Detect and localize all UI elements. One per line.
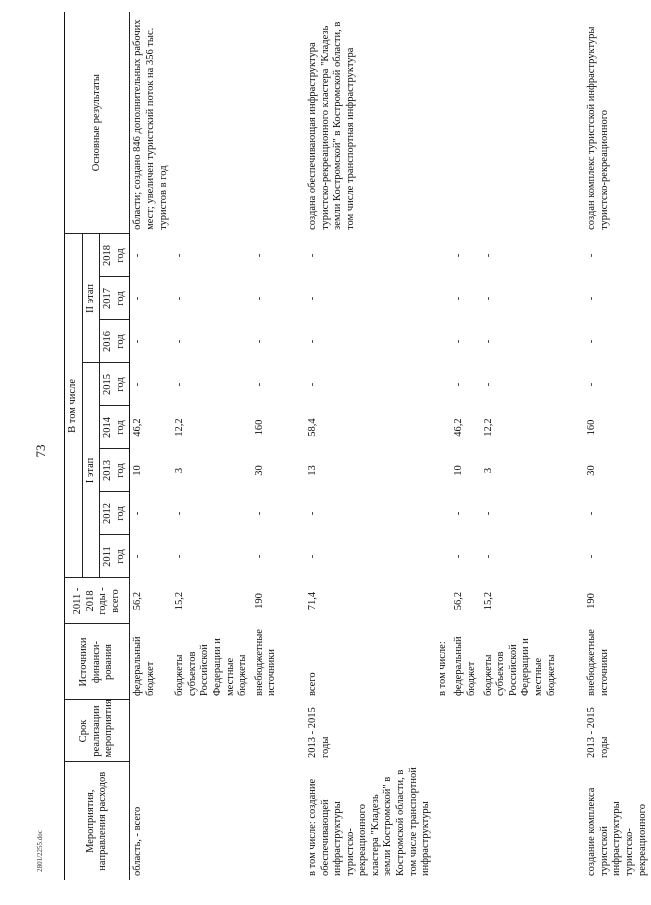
header-year: 2014 год	[100, 406, 130, 449]
header-year: 2016 год	[100, 320, 130, 363]
year-cell-2015: -	[253, 382, 265, 387]
table-row	[305, 12, 435, 880]
financing-table	[64, 12, 651, 880]
header-term: Срок реализации мероприятия	[65, 700, 130, 762]
activity-cell: создание комплекса туристской инфраструктуры туристско-рекреационного	[586, 787, 648, 876]
year-cell-2018: -	[586, 253, 598, 258]
activity-cell	[172, 762, 252, 880]
year-cell-2011	[435, 535, 452, 578]
year-cell-2013: 13	[306, 465, 318, 476]
term-cell: 2013 - 2015 годы	[586, 707, 610, 758]
results-cell	[252, 12, 281, 234]
header-stage-1: I этап	[82, 363, 100, 578]
year-cell-2011: -	[482, 554, 494, 559]
year-cell-2016: -	[482, 339, 494, 344]
table-row	[481, 12, 561, 880]
year-cell-2011: -	[132, 554, 144, 559]
year-cell-2015: -	[453, 382, 465, 387]
year-cell-2013: 3	[482, 467, 494, 474]
year-cell-2016: -	[306, 339, 318, 344]
year-cell-2018: -	[174, 253, 186, 258]
year-cell-2018: -	[306, 253, 318, 258]
header-results: Основные результаты	[65, 12, 130, 234]
year-cell-2012: -	[482, 511, 494, 516]
year-cell-2017	[435, 277, 452, 320]
source-cell: в том числе:	[436, 641, 448, 696]
table-row	[451, 12, 480, 880]
year-cell-2015: -	[132, 382, 144, 387]
year-cell-2014: 12,2	[482, 418, 494, 437]
total-cell: 56,2	[453, 591, 465, 611]
year-cell-2013: 10	[453, 465, 465, 476]
year-cell-2012: -	[253, 511, 265, 516]
year-cell-2013: 10	[132, 465, 144, 476]
year-cell-2014: 160	[586, 419, 598, 436]
total-cell: 71,4	[306, 591, 318, 611]
term-cell	[172, 700, 252, 762]
year-cell-2014: 160	[253, 419, 265, 436]
spacer-cell	[560, 12, 584, 880]
table-body	[130, 12, 651, 880]
year-cell-2012: -	[586, 511, 598, 516]
year-cell-2018: -	[482, 253, 494, 258]
year-cell-2018: -	[453, 253, 465, 258]
activity-cell	[435, 762, 452, 880]
year-cell-2011: -	[453, 554, 465, 559]
activity-cell	[252, 762, 281, 880]
year-cell-2013	[435, 449, 452, 492]
header-activity: Мероприятия, направления расходов	[65, 762, 130, 880]
results-cell	[172, 12, 252, 234]
table-row	[252, 12, 281, 880]
activity-cell: в том числе: создание обеспечивающей инфраструктуры туристско-рекреационного кластера "Кладезь земли Костромской" в Костромской области, в том числе транспортной инфраструктуры	[306, 767, 432, 876]
table-row	[435, 12, 452, 880]
source-cell: бюджеты субъектов Российской Федерации и местные бюджеты	[174, 638, 249, 696]
year-cell-2017: -	[453, 296, 465, 301]
year-cell-2017: -	[253, 296, 265, 301]
year-cell-2016	[435, 320, 452, 363]
header-in-total: В том числе	[65, 234, 83, 578]
year-cell-2016: -	[253, 339, 265, 344]
term-cell: 2013 - 2015 годы	[306, 707, 331, 758]
year-cell-2016: -	[132, 339, 144, 344]
year-cell-2015: -	[482, 382, 494, 387]
document-id: 2801/2255.doc	[36, 830, 44, 872]
source-cell: внебюджетные источники	[586, 629, 610, 696]
year-cell-2015: -	[174, 382, 186, 387]
total-cell	[435, 578, 452, 624]
year-cell-2015: -	[306, 382, 318, 387]
year-cell-2014: 46,2	[132, 418, 144, 437]
year-cell-2011: -	[174, 554, 186, 559]
results-cell	[435, 12, 452, 234]
table-row	[172, 12, 252, 880]
spacer-cell	[281, 12, 305, 880]
header-year: 2012 год	[100, 492, 130, 535]
term-cell	[130, 700, 172, 762]
term-cell	[435, 700, 452, 762]
year-cell-2018: -	[132, 253, 144, 258]
page-number: 73	[33, 444, 48, 458]
row-spacer	[560, 12, 584, 880]
header-year: 2017 год	[100, 277, 130, 320]
year-cell-2011: -	[586, 554, 598, 559]
year-cell-2011: -	[306, 554, 318, 559]
results-cell	[481, 12, 561, 234]
header-year: 2013 год	[100, 449, 130, 492]
results-cell: создана обеспечивающая инфраструктура туристско-рекреационного кластера "Кладезь земли Костромской" в Костромской области, в том числе транспортная инфраструктура	[306, 21, 356, 230]
year-cell-2013: 3	[174, 467, 186, 474]
header-source: Источники финанси-рования	[65, 624, 130, 700]
header-total: 2011 - 2018 годы - всего	[65, 578, 130, 624]
header-year: 2011 год	[100, 535, 130, 578]
year-cell-2014	[435, 406, 452, 449]
total-cell: 56,2	[132, 591, 144, 611]
total-cell: 15,2	[174, 591, 186, 611]
source-cell: федеральный бюджет	[132, 636, 156, 696]
source-cell: всего	[306, 672, 318, 696]
header-year: 2018 год	[100, 234, 130, 277]
year-cell-2012: -	[453, 511, 465, 516]
total-cell: 190	[253, 593, 265, 609]
year-cell-2016: -	[174, 339, 186, 344]
rotated-table-container	[64, 19, 648, 880]
year-cell-2017: -	[132, 296, 144, 301]
year-cell-2017: -	[174, 296, 186, 301]
year-cell-2013: 30	[586, 465, 598, 476]
year-cell-2012: -	[174, 511, 186, 516]
source-cell: внебюджетные источники	[253, 629, 278, 696]
year-cell-2012: -	[306, 511, 318, 516]
total-cell: 15,2	[482, 591, 494, 611]
year-cell-2017: -	[482, 296, 494, 301]
table-row	[130, 12, 172, 880]
year-cell-2018: -	[253, 253, 265, 258]
activity-cell	[481, 762, 561, 880]
table-header	[65, 12, 130, 880]
term-cell	[481, 700, 561, 762]
table-row	[584, 12, 651, 880]
year-cell-2013: 30	[253, 465, 265, 476]
results-cell: создан комплекс туристской инфраструктуры туристско-рекреационного	[586, 26, 610, 230]
year-cell-2017: -	[586, 296, 598, 301]
year-cell-2015	[435, 363, 452, 406]
year-cell-2014: 46,2	[453, 418, 465, 437]
source-cell: федеральный бюджет	[453, 636, 478, 696]
year-cell-2018	[435, 234, 452, 277]
activity-cell: область, - всего	[132, 806, 144, 876]
year-cell-2016: -	[586, 339, 598, 344]
row-spacer	[281, 12, 305, 880]
year-cell-2012: -	[132, 511, 144, 516]
term-cell	[451, 700, 480, 762]
results-cell	[451, 12, 480, 234]
header-stage-2: II этап	[82, 234, 100, 363]
activity-cell	[451, 762, 480, 880]
year-cell-2014: 58,4	[306, 418, 318, 437]
year-cell-2015: -	[586, 382, 598, 387]
year-cell-2016: -	[453, 339, 465, 344]
year-cell-2011: -	[253, 554, 265, 559]
year-cell-2012	[435, 492, 452, 535]
year-cell-2014: 12,2	[174, 418, 186, 437]
total-cell: 190	[586, 593, 598, 609]
year-cell-2017: -	[306, 296, 318, 301]
header-year: 2015 год	[100, 363, 130, 406]
source-cell: бюджеты субъектов Российской Федерации и местные бюджеты	[482, 638, 557, 696]
results-cell: области; создано 846 дополнительных рабочих мест; увеличен туристский поток на 356 тыс. туристов в год	[132, 19, 169, 230]
term-cell	[252, 700, 281, 762]
